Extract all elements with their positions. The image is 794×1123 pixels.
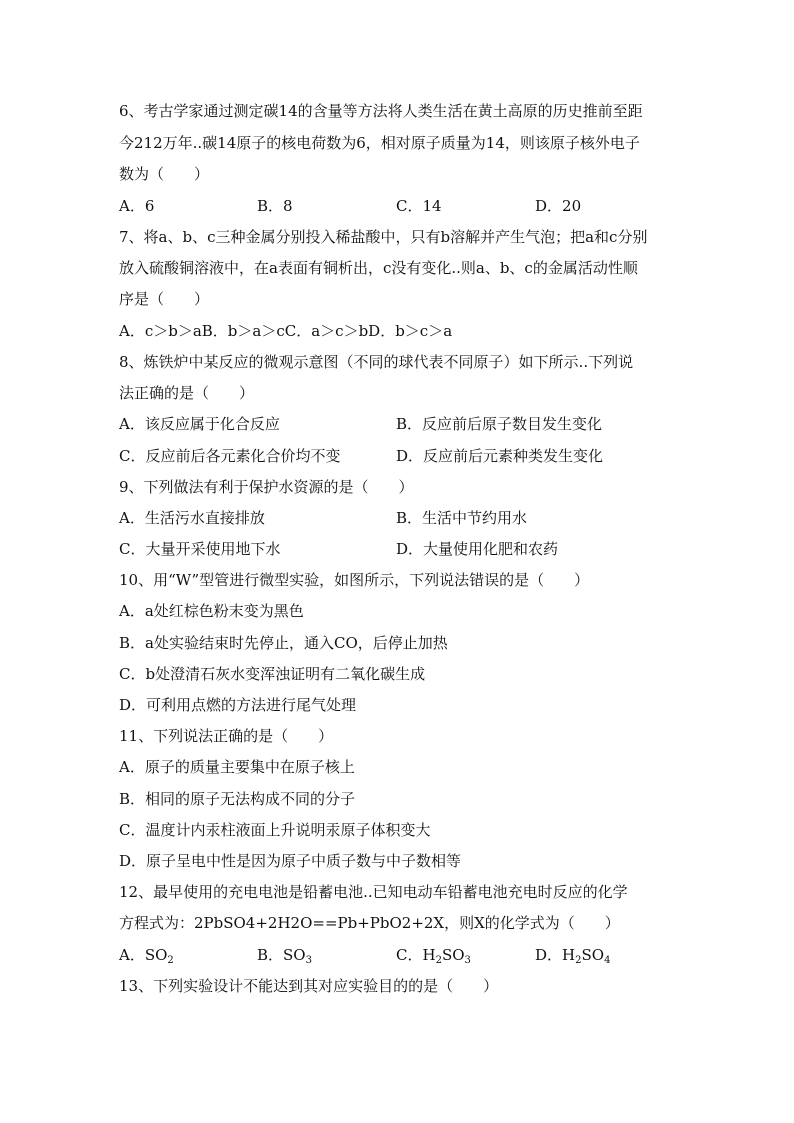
q6-line-3: 数为（ ） <box>119 165 210 183</box>
q12-option-d: D．$H_2SO_4$ <box>535 946 611 966</box>
q10-option-c: C．b处澄清石灰水变浑浊证明有二氧化碳生成 <box>119 665 426 683</box>
q6-option-c: C．14 <box>396 197 442 215</box>
q8-option-c: C．反应前后各元素化合价均不变 <box>119 447 341 465</box>
q6-option-b: B．8 <box>257 197 293 215</box>
q9-option-b: B．生活中节约用水 <box>396 509 528 527</box>
q11-option-d: D．原子呈电中性是因为原子中质子数与中子数相等 <box>119 852 462 870</box>
q6-option-a: A．6 <box>119 197 155 215</box>
q10-option-d: D．可利用点燃的方法进行尾气处理 <box>119 696 357 714</box>
q8-line-1: 8、炼铁炉中某反应的微观示意图（不同的球代表不同原子）如下所示..下列说 <box>119 353 634 371</box>
q7-line-3: 序是（ ） <box>119 290 210 308</box>
q11-line-1: 11、下列说法正确的是（ ） <box>119 727 334 745</box>
q7-line-1: 7、将a、b、c三种金属分别投入稀盐酸中，只有b溶解并产生气泡；把a和c分别 <box>119 228 648 246</box>
q9-option-a: A．生活污水直接排放 <box>119 509 265 527</box>
q12-option-c: C．$H_2SO_3$ <box>396 946 471 966</box>
q8-option-b: B．反应前后原子数目发生变化 <box>396 415 603 433</box>
q10-line-1: 10、用“W”型管进行微型实验，如图所示，下列说法错误的是（ ） <box>119 571 590 589</box>
q7-line-2: 放入硫酸铜溶液中，在a表面有铜析出，c没有变化..则a、b、c的金属活动性顺 <box>119 259 638 277</box>
q8-line-2: 法正确的是（ ） <box>119 384 255 402</box>
q6-line-1: 6、考古学家通过测定碳14的含量等方法将人类生活在黄土高原的历史推前至距 <box>119 102 643 120</box>
q6-option-d: D．20 <box>535 197 582 215</box>
q12-line-1: 12、最早使用的充电电池是铅蓄电池..已知电动车铅蓄电池充电时反应的化学 <box>119 883 628 901</box>
q9-option-d: D．大量使用化肥和农药 <box>396 540 559 558</box>
q7-options: A．c＞b＞aB．b＞a＞cC．a＞c＞bD．b＞c＞a <box>119 322 453 340</box>
q11-option-a: A．原子的质量主要集中在原子核上 <box>119 758 355 776</box>
q11-option-b: B．相同的原子无法构成不同的分子 <box>119 790 356 808</box>
q10-option-a: A．a处红棕色粉末变为黑色 <box>119 602 304 620</box>
q10-option-b: B．a处实验结束时先停止，通入CO，后停止加热 <box>119 634 448 652</box>
q11-option-c: C．温度计内汞柱液面上升说明汞原子体积变大 <box>119 821 431 839</box>
q6-line-2: 今212万年..碳14原子的核电荷数为6，相对原子质量为14，则该原子核外电子 <box>119 134 640 152</box>
q9-option-c: C．大量开采使用地下水 <box>119 540 281 558</box>
q8-option-d: D．反应前后元素种类发生变化 <box>396 447 604 465</box>
q13-line-1: 13、下列实验设计不能达到其对应实验目的的是（ ） <box>119 977 499 995</box>
q8-option-a: A．该反应属于化合反应 <box>119 415 280 433</box>
q12-option-b: B．$SO_3$ <box>257 946 312 966</box>
q12-option-a: A．$SO_2$ <box>119 946 174 966</box>
q12-line-2: 方程式为：2PbSO4+2H2O==Pb+PbO2+2X，则X的化学式为（ ） <box>119 914 620 932</box>
q9-line-1: 9、下列做法有利于保护水资源的是（ ） <box>119 478 414 496</box>
